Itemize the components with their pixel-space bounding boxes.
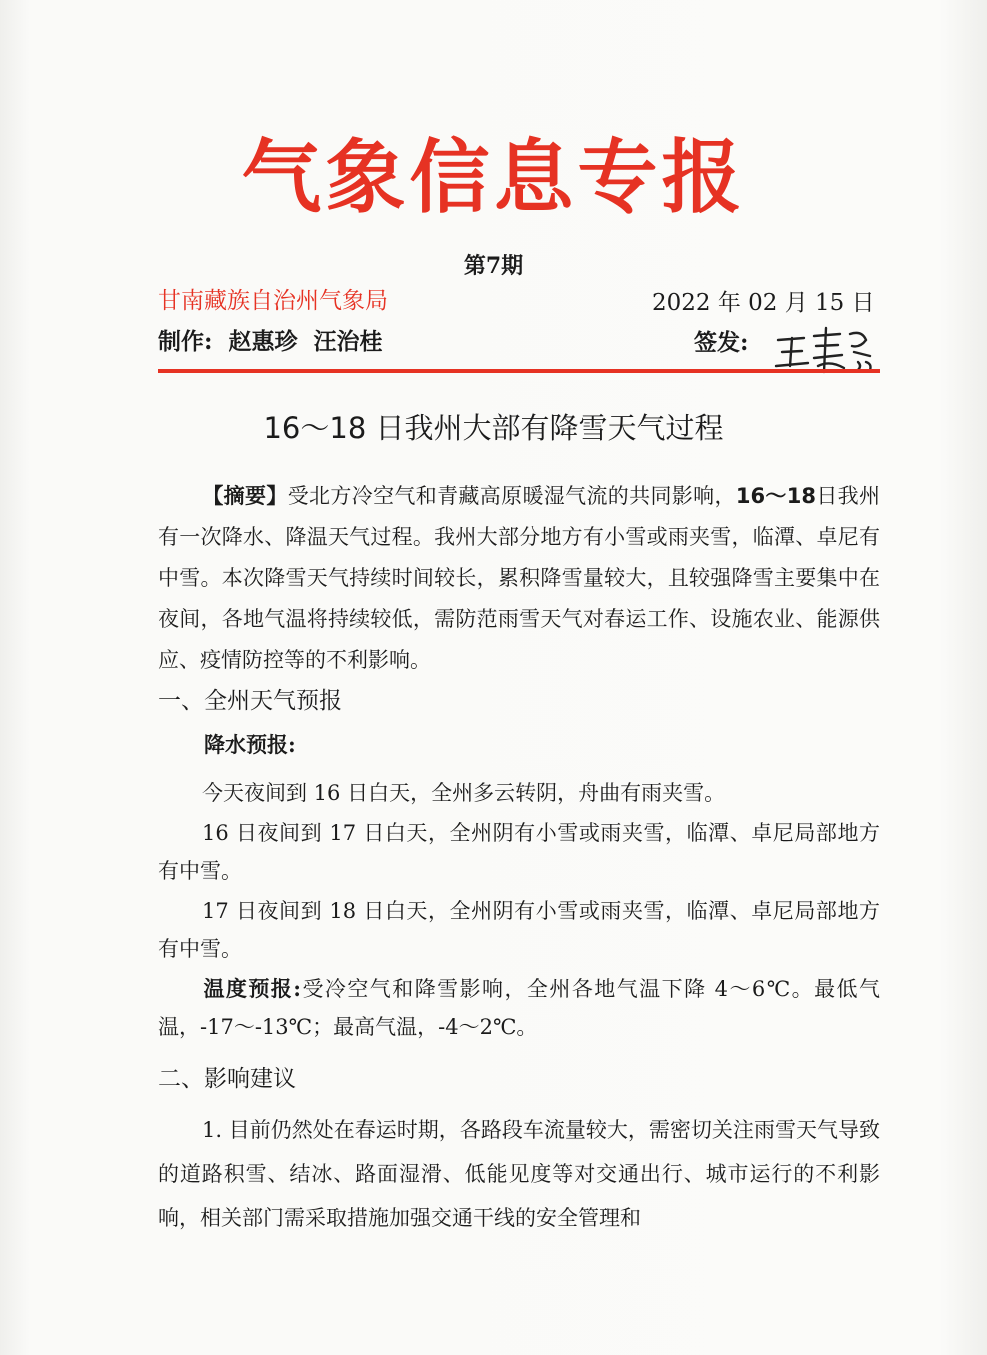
temperature-text: 受冷空气和降雪影响，全州各地气温下降 4～6℃。最低气温，-17～-13℃；最高气温，-4～2℃。 [158, 977, 880, 1039]
author-name: 汪治桂 [313, 328, 383, 355]
section-heading: 一、全州天气预报 [158, 688, 342, 714]
authors-line [158, 326, 383, 358]
authors-label: 制作: [158, 328, 213, 355]
report-headline: 16～18 日我州大部有降雪天气过程 [263, 411, 724, 445]
forecast-paragraph [158, 892, 880, 968]
signer-label: 签发: [694, 329, 749, 356]
forecast-text: 今天夜间到 16 日白天，全州多云转阴，舟曲有雨夹雪。 [202, 781, 726, 805]
abstract-paragraph [158, 476, 880, 681]
abstract-tag: 【摘要】 [202, 484, 288, 508]
handwritten-signature [770, 322, 880, 374]
abstract-text: 日我州有一次降水、降温天气过程。我州大部分地方有小雪或雨夹雪，临潭、卓尼有中雪。本次降雪天气持续时间较长，累积降雪量较大，且较强降雪主要集中在夜间，各地气温将持续较低，需防范雨雪天气对春运工作、设施农业、能源供应、疫情防控等的不利影响。 [158, 484, 881, 672]
temperature-label: 温度预报: [202, 976, 301, 1001]
abstract-dates: 16～18 [735, 484, 816, 508]
author-name: 赵惠珍 [228, 328, 298, 355]
header-red-rule [158, 369, 880, 373]
forecast-paragraph [158, 814, 880, 890]
forecast-text: 17 日夜间到 18 日白天，全州阴有小雪或雨夹雪，临潭、卓尼局部地方有中雪。 [158, 899, 880, 961]
forecast-paragraph [158, 774, 880, 812]
precipitation-heading: 降水预报: [204, 732, 296, 757]
agency-name: 甘南藏族自治州气象局 [158, 288, 388, 314]
abstract-text: 受北方冷空气和青藏高原暖湿气流的共同影响， [287, 484, 736, 508]
temperature-paragraph [158, 970, 880, 1046]
section-heading: 二、影响建议 [158, 1066, 296, 1092]
advice-text: 1. 目前仍然处在春运时期，各路段车流量较大，需密切关注雨雪天气导致的道路积雪、结冰、路面湿滑、低能见度等对交通出行、城市运行的不利影响，相关部门需采取措施加强交通干线的安全管理和 [158, 1118, 880, 1230]
advice-paragraph [158, 1108, 880, 1240]
issue-number: 第7期 [463, 253, 524, 279]
forecast-text: 16 日夜间到 17 日白天，全州阴有小雪或雨夹雪，临潭、卓尼局部地方有中雪。 [158, 821, 880, 883]
masthead-title: 气象信息专报 [241, 131, 746, 224]
issue-date: 2022 年 02 月 15 日 [652, 290, 875, 316]
